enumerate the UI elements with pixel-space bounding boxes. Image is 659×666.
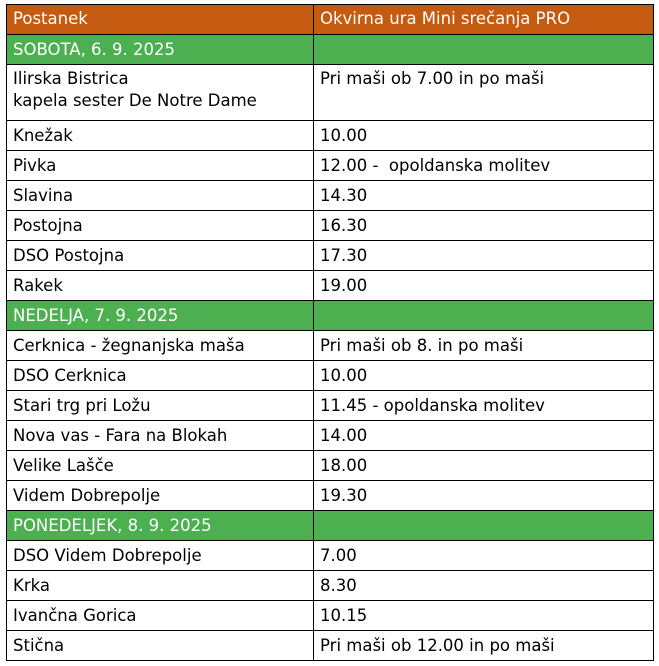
table-row — [7, 541, 654, 571]
stop-cell: Velike Lašče — [7, 451, 314, 481]
stop-cell: Nova vas - Fara na Blokah — [7, 421, 314, 451]
header-stop: Postanek — [7, 5, 314, 35]
stop-cell: Cerknica - žegnanjska maša — [7, 331, 314, 361]
day-row-saturday — [7, 35, 654, 65]
table-row — [7, 631, 654, 661]
day-row-monday — [7, 511, 654, 541]
time-cell: 14.30 — [314, 181, 654, 211]
stop-cell: DSO Videm Dobrepolje — [7, 541, 314, 571]
header-time: Okvirna ura Mini srečanja PRO — [314, 5, 654, 35]
day-row-sunday — [7, 301, 654, 331]
time-cell: Pri maši ob 12.00 in po maši — [314, 631, 654, 661]
time-cell: 14.00 — [314, 421, 654, 451]
day-label: SOBOTA, 6. 9. 2025 — [7, 35, 314, 65]
time-cell: Pri maši ob 7.00 in po maši — [314, 65, 654, 121]
stop-cell: Postojna — [7, 211, 314, 241]
table-row — [7, 451, 654, 481]
table-row — [7, 65, 654, 121]
stop-cell — [7, 65, 314, 121]
stop-name: Ilirska Bistrica — [13, 69, 129, 88]
time-cell: 7.00 — [314, 541, 654, 571]
time-cell: 10.00 — [314, 121, 654, 151]
time-cell: 8.30 — [314, 571, 654, 601]
time-cell: 19.00 — [314, 271, 654, 301]
day-empty-cell — [314, 511, 654, 541]
time-cell: 10.00 — [314, 361, 654, 391]
table-row — [7, 331, 654, 361]
time-cell: 11.45 - opoldanska molitev — [314, 391, 654, 421]
day-label: PONEDELJEK, 8. 9. 2025 — [7, 511, 314, 541]
time-cell: 18.00 — [314, 451, 654, 481]
stop-cell: Rakek — [7, 271, 314, 301]
stop-cell: Slavina — [7, 181, 314, 211]
table-row — [7, 151, 654, 181]
day-empty-cell — [314, 35, 654, 65]
table-row — [7, 271, 654, 301]
stop-cell: Stična — [7, 631, 314, 661]
table-row — [7, 121, 654, 151]
table-row — [7, 601, 654, 631]
stop-cell: DSO Postojna — [7, 241, 314, 271]
table-row — [7, 571, 654, 601]
stop-cell: Videm Dobrepolje — [7, 481, 314, 511]
day-empty-cell — [314, 301, 654, 331]
time-cell: 19.30 — [314, 481, 654, 511]
stop-cell: DSO Cerknica — [7, 361, 314, 391]
time-cell: 12.00 - opoldanska molitev — [314, 151, 654, 181]
table-row — [7, 421, 654, 451]
day-label: NEDELJA, 7. 9. 2025 — [7, 301, 314, 331]
time-cell: Pri maši ob 8. in po maši — [314, 331, 654, 361]
header-row — [7, 5, 654, 35]
table-row — [7, 181, 654, 211]
stop-cell: Ivančna Gorica — [7, 601, 314, 631]
stop-cell: Pivka — [7, 151, 314, 181]
table-row — [7, 361, 654, 391]
time-cell: 17.30 — [314, 241, 654, 271]
time-cell: 10.15 — [314, 601, 654, 631]
stop-cell: Krka — [7, 571, 314, 601]
table-row — [7, 481, 654, 511]
stop-cell: Stari trg pri Ložu — [7, 391, 314, 421]
time-cell: 16.30 — [314, 211, 654, 241]
stop-location: kapela sester De Notre Dame — [13, 91, 257, 110]
stop-cell: Knežak — [7, 121, 314, 151]
table-row — [7, 211, 654, 241]
schedule-table — [6, 4, 654, 661]
table-row — [7, 241, 654, 271]
table-row — [7, 391, 654, 421]
